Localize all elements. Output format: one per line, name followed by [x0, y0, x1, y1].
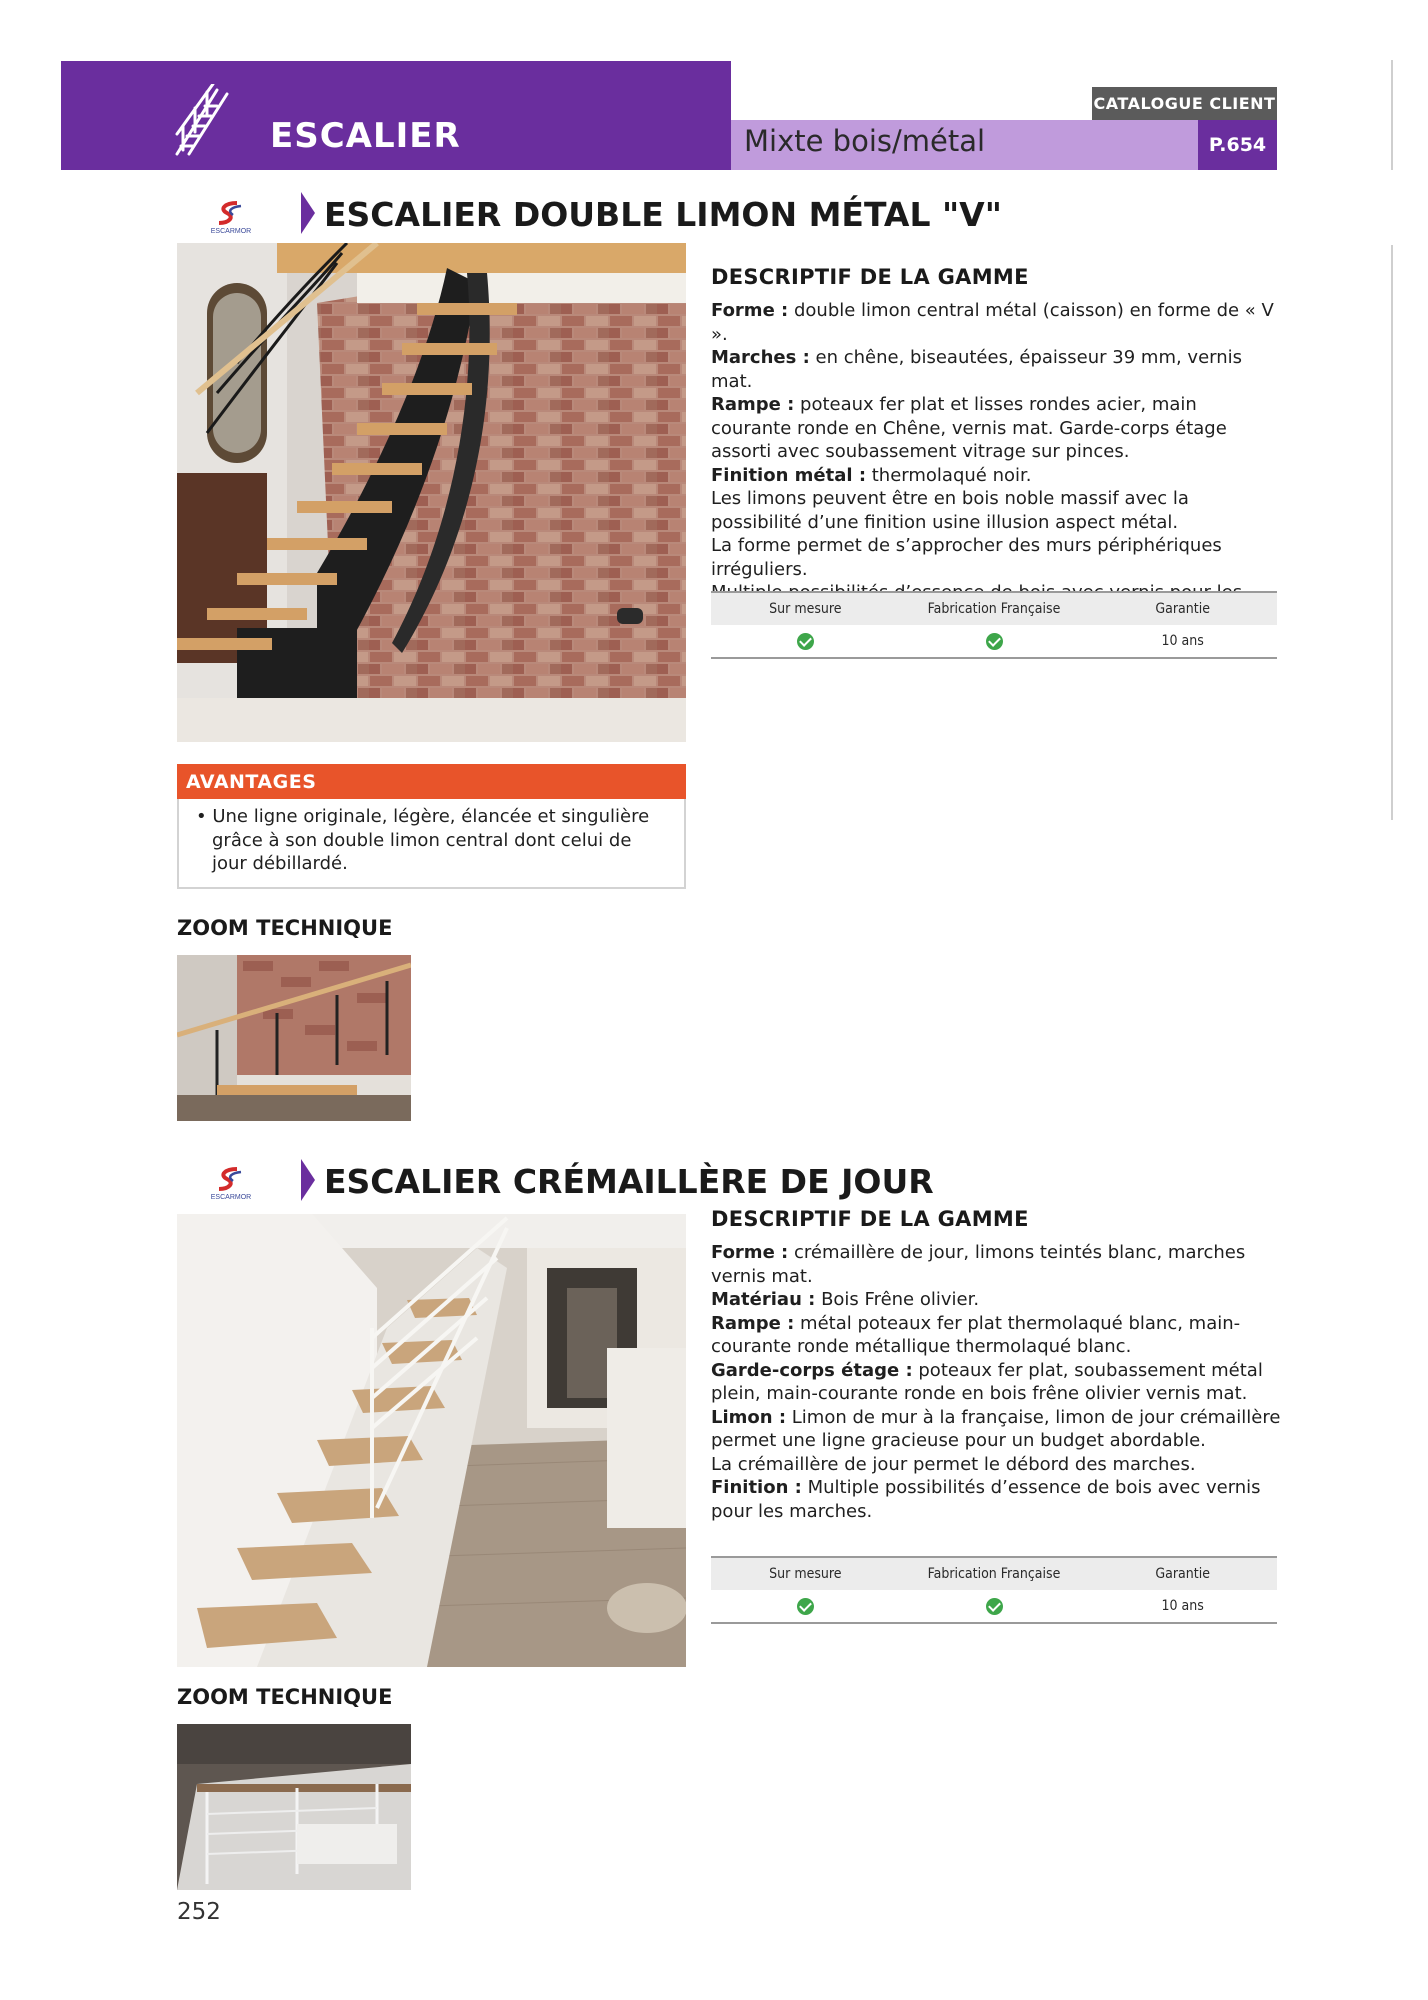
- desc-line: Finition métal : thermolaqué noir.: [711, 464, 1032, 486]
- desc-line: La forme permet de s’approcher des murs périphériques irréguliers.: [711, 535, 1222, 580]
- product-title: ESCALIER DOUBLE LIMON MÉTAL "V": [324, 195, 1002, 234]
- desc-line: Rampe : métal poteaux fer plat thermolaqué blanc, main-courante ronde métallique thermolaqué blanc.: [711, 1312, 1241, 1357]
- desc-line: Rampe : poteaux fer plat et lisses rondes acier, main courante ronde en Chêne, vernis mat. Garde-corps étage assorti avec soubassement vitrage sur pinces.: [711, 394, 1227, 462]
- desc-line: Marches : en chêne, biseautées, épaisseur 39 mm, vernis mat.: [711, 347, 1243, 392]
- product-photo: [177, 1208, 686, 1667]
- warranty-value: 10 ans: [1161, 633, 1204, 649]
- zoom-photo: [177, 1724, 411, 1890]
- spec-header-row: [711, 1558, 1277, 1590]
- check-icon: [797, 1598, 814, 1615]
- section-title: ESCALIER: [270, 116, 461, 156]
- zoom-heading: ZOOM TECHNIQUE: [177, 916, 393, 940]
- spec-header: Garantie: [1155, 601, 1210, 617]
- check-icon: [986, 1598, 1003, 1615]
- svg-text:ESCARMOR: ESCARMOR: [210, 228, 252, 235]
- heading-arrow-icon: [301, 1159, 315, 1201]
- section-subtitle: Mixte bois/métal: [744, 124, 986, 158]
- warranty-value: 10 ans: [1161, 1598, 1204, 1614]
- desc-line: Finition : Multiple possibilités d’essence de bois avec vernis pour les marches.: [711, 1477, 1261, 1522]
- zoom-heading: ZOOM TECHNIQUE: [177, 1685, 393, 1709]
- product-photo: [177, 243, 686, 742]
- description-heading: DESCRIPTIF DE LA GAMME: [711, 265, 1029, 289]
- desc-line: Limon : Limon de mur à la française, limon de jour crémaillère permet une ligne gracieuse pour un budget abordable.: [711, 1406, 1281, 1451]
- spec-table: [711, 1556, 1277, 1624]
- desc-line: La crémaillère de jour permet le débord des marches.: [711, 1453, 1196, 1475]
- check-icon: [986, 633, 1003, 650]
- spec-header: Sur mesure: [769, 601, 842, 617]
- page-edge-divider: [1391, 60, 1393, 170]
- catalog-badge: CATALOGUE CLIENT: [1092, 87, 1277, 120]
- desc-line: Garde-corps étage : poteaux fer plat, soubassement métal plein, main-courante ronde en bois frêne olivier vernis mat.: [711, 1359, 1263, 1404]
- spec-header: Fabrication Française: [927, 1566, 1061, 1582]
- description-text: [711, 1241, 1281, 1523]
- check-icon: [797, 633, 814, 650]
- spec-header: Garantie: [1155, 1566, 1210, 1582]
- description-heading: DESCRIPTIF DE LA GAMME: [711, 1207, 1029, 1231]
- escarmor-logo: [207, 197, 255, 235]
- description-text: [711, 299, 1281, 628]
- escarmor-logo: [207, 1163, 255, 1201]
- desc-line: Les limons peuvent être en bois noble massif avec la possibilité d’une finition usine illusion aspect métal.: [711, 488, 1189, 533]
- spec-header: Sur mesure: [769, 1566, 842, 1582]
- zoom-photo: [177, 955, 411, 1121]
- desc-line: Forme : double limon central métal (caisson) en forme de « V ».: [711, 300, 1274, 345]
- page-number: 252: [177, 1899, 221, 1925]
- advantages-heading: AVANTAGES: [177, 764, 686, 799]
- svg-text:ESCARMOR: ESCARMOR: [210, 1194, 252, 1201]
- spec-table: [711, 591, 1277, 659]
- page-edge-divider: [1391, 245, 1393, 820]
- advantage-item: • Une ligne originale, légère, élancée et singulière grâce à son double limon central dont celui de jour débillardé.: [196, 806, 650, 874]
- page-reference: P.654: [1198, 120, 1277, 170]
- heading-arrow-icon: [301, 192, 315, 234]
- product-title: ESCALIER CRÉMAILLÈRE DE JOUR: [324, 1162, 934, 1201]
- desc-line: Forme : crémaillère de jour, limons teintés blanc, marches vernis mat.: [711, 1242, 1246, 1287]
- spec-header-row: [711, 593, 1277, 625]
- spec-value-row: [711, 625, 1277, 657]
- spec-value-row: [711, 1590, 1277, 1622]
- spec-header: Fabrication Française: [927, 601, 1061, 617]
- desc-line: Matériau : Bois Frêne olivier.: [711, 1289, 980, 1310]
- staircase-icon: [173, 84, 229, 156]
